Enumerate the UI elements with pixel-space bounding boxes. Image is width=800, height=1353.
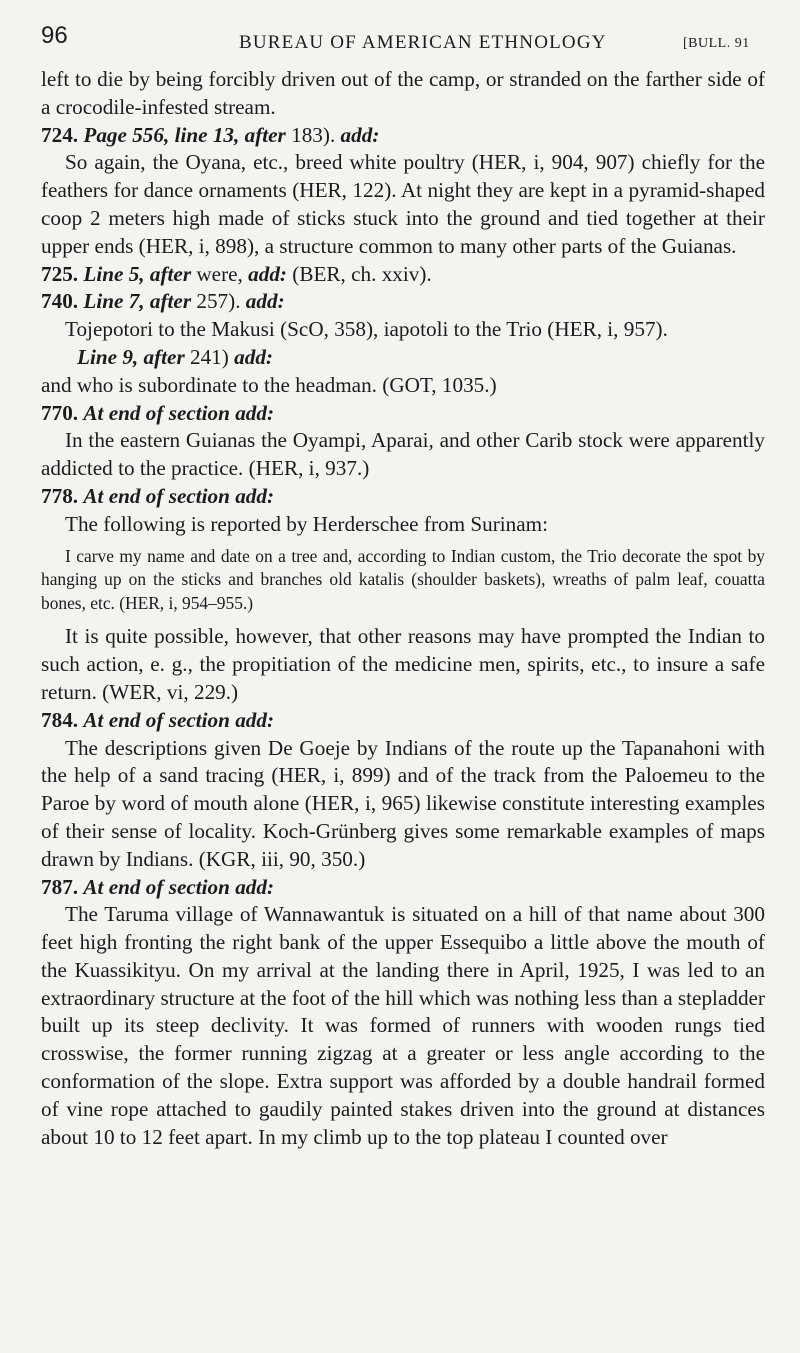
note-heading: 778. At end of section add: — [41, 483, 275, 508]
block-quote: I carve my name and date on a tree and, according to Indian custom, the Trio decorate the spot by hanging up on the sticks and branches old katalis (shoulder baskets), wreaths of palm leaf, couatta bones, etc. (HER, i, 954–955.) — [41, 545, 765, 613]
note-heading: 770. At end of section add: — [41, 400, 275, 425]
page-number: 96 — [41, 22, 68, 49]
page-body — [41, 66, 765, 1151]
paragraph: The descriptions given De Goeje by Indians of the route up the Tapanahoni with the help of a sand tracing (HER, i, 899) and of the track from the Paloemeu to the Paroe by word of mouth alone (HER, i, 965) likewise constitute interesting examples of their sense of locality. Koch-Grünberg gives some remarkable examples of maps drawn by Indians. (KGR, iii, 90, 350.) — [41, 735, 765, 871]
note-heading: 724. Page 556, line 13, after 183). add: — [41, 122, 380, 147]
paragraph: So again, the Oyana, etc., breed white poultry (HER, i, 904, 907) chiefly for the feathers for dance ornaments (HER, 122). At night they are kept in a pyramid-shaped coop 2 meters high made of sticks stuck into the ground and tied together at their upper ends (HER, i, 898), a structure common to many other parts of the Guianas. — [41, 150, 765, 258]
paragraph: In the eastern Guianas the Oyampi, Aparai, and other Carib stock were apparently addicted to the practice. (HER, i, 937.) — [41, 428, 765, 481]
paragraph: Tojepotori to the Makusi (ScO, 358), iapotoli to the Trio (HER, i, 957). — [65, 317, 668, 342]
note-heading: 740. Line 7, after 257). add: — [41, 289, 285, 314]
paragraph: It is quite possible, however, that other reasons may have prompted the Indian to such action, e. g., the propitiation of the medicine men, spirits, etc., to insure a safe return. (WER, vi, 229.) — [41, 624, 765, 704]
bulletin-number: [BULL. 91 — [683, 36, 750, 51]
note-heading: 787. At end of section add: — [41, 874, 275, 899]
paragraph: and who is subordinate to the headman. (GOT, 1035.) — [41, 372, 497, 397]
paragraph: left to die by being forcibly driven out of the camp, or stranded on the farther side of a crocodile-infested stream. — [41, 67, 765, 119]
paragraph: The Taruma village of Wannawantuk is situated on a hill of that name about 300 feet high fronting the right bank of the upper Essequibo a little above the mouth of the Kuassikityu. On my arrival at the landing there in April, 1925, I was led to an extraordinary structure at the foot of the hill which was nothing less than a stepladder built up its steep declivity. It was formed of runners with wooden rungs tied crosswise, the former running zigzag at a greater or less angle according to the conformation of the slope. Extra support was afforded by a double handrail formed of vine rope attached to gaudily painted stakes driven into the ground at distances about 10 to 12 feet apart. In my climb up to the top plateau I counted over — [41, 902, 765, 1149]
page — [41, 18, 765, 1151]
running-title: BUREAU OF AMERICAN ETHNOLOGY — [239, 32, 607, 53]
note-subheading: Line 9, after 241) add: — [77, 344, 273, 369]
note-heading: 784. At end of section add: — [41, 707, 275, 732]
page-header — [41, 18, 765, 66]
paragraph: The following is reported by Herderschee from Surinam: — [65, 511, 549, 536]
note-heading: 725. Line 5, after were, add: (BER, ch. xxiv). — [41, 261, 432, 286]
